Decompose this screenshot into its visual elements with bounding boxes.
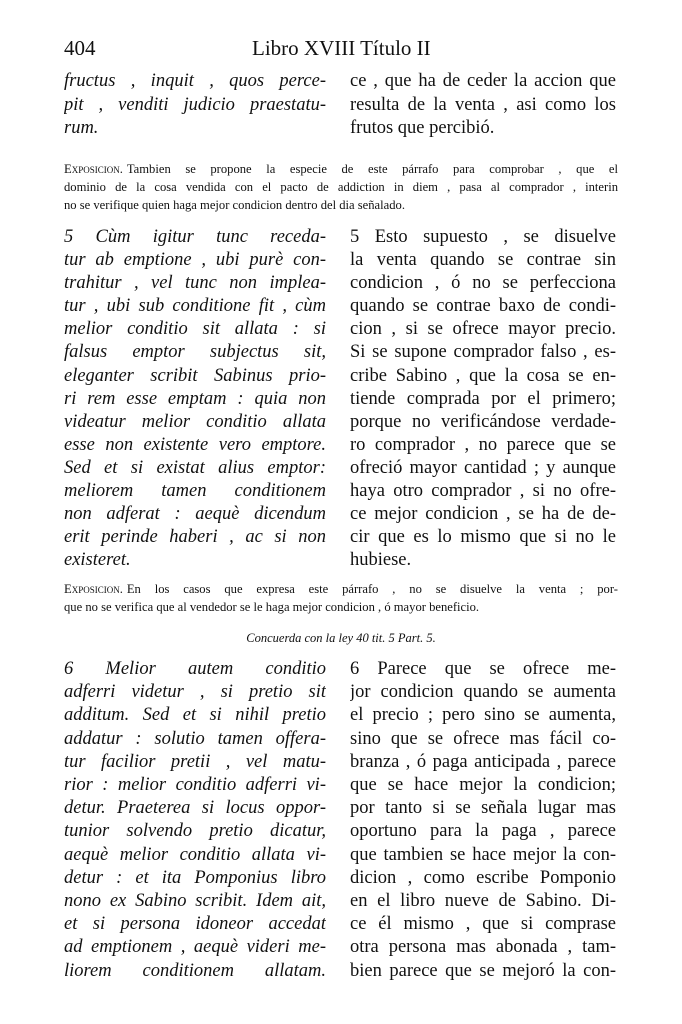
latin-column-block1 — [64, 70, 326, 141]
spanish-line: frutos que percibió. — [350, 118, 495, 138]
running-title: Libro XVIII Título II — [252, 36, 431, 60]
latin-line: melior conditio sit allata : si — [64, 319, 326, 340]
latin-line: 5 Cùm igitur tunc receda- — [64, 227, 326, 247]
latin-line: non adferat : aequè dicendum — [64, 504, 326, 525]
spanish-line: en el libro nueve de Sabino. Di- — [350, 891, 616, 912]
latin-line: liorem conditionem allatam. — [64, 960, 326, 981]
latin-line: aequè melior conditio allata vi- — [64, 844, 326, 865]
spanish-line: ro comprador , no parece que se — [350, 434, 616, 455]
spanish-line: condicion , ó no se perfecciona — [350, 273, 616, 294]
exposicion-line: no se verifique quien haga mejor condicion dentro del dia señalado. — [64, 198, 405, 212]
exposicion-note-2 — [64, 580, 618, 616]
spanish-line: cion , si se ofrece mayor precio. — [350, 319, 616, 340]
spanish-line: 5 Esto supuesto , se disuelve — [350, 227, 616, 247]
spanish-line: hubiese. — [350, 550, 412, 571]
latin-line: 6 Melior autem conditio — [64, 659, 326, 679]
latin-line: fructus , inquit , quos perce- — [64, 71, 326, 91]
latin-line: rior : melior conditio adferri vi- — [64, 775, 326, 796]
latin-line: meliorem tamen conditionem — [64, 481, 326, 502]
exposicion-line: que no se verifica que al vendedor se le haga mejor condicion , ó mayor beneficio. — [64, 600, 480, 614]
exposicion-note-1 — [64, 160, 618, 214]
latin-line: et si persona idoneor accedat — [64, 914, 326, 935]
latin-line: nono ex Sabino scribit. Idem ait, — [64, 891, 326, 912]
spanish-line: ofreció mayor cantidad ; y aunque — [350, 457, 616, 478]
spanish-line: sino que se ofrece mas fácil co- — [350, 728, 616, 749]
exposicion-label: Exposicion. — [64, 162, 123, 176]
spanish-line: otra persona mas abonada , tam- — [350, 937, 616, 958]
exposicion-line: Exposicion. Tambien se propone la especie de este párrafo para comprobar , que el — [64, 162, 618, 176]
latin-column-section5 — [64, 226, 326, 572]
spanish-line: jor condicion quando se aumenta — [350, 682, 616, 703]
spanish-line: porque no verificándose verdade- — [350, 411, 616, 432]
latin-line: detur. Praeterea si locus oppor- — [64, 798, 326, 819]
latin-line: additum. Sed et si nihil pretio — [64, 705, 326, 726]
latin-line: Sed et si existat alius emptor: — [64, 457, 326, 478]
latin-line: eleganter scribit Sabinus prio- — [64, 365, 326, 386]
page-number: 404 — [64, 36, 96, 60]
latin-line: erit perinde haberi , ac si non — [64, 527, 326, 548]
spanish-line: Si se supone comprador falso , es- — [350, 342, 616, 363]
spanish-line: ce mejor condicion , se ha de de- — [350, 504, 616, 525]
spanish-line: tiende comprada por el primero; — [350, 388, 616, 409]
latin-line: tur , ubi sub conditione fit , cùm — [64, 296, 326, 317]
spanish-line: bien parece que se mejoró la con- — [350, 960, 616, 981]
spanish-line: branza , ó paga anticipada , parece — [350, 751, 616, 772]
page-header — [64, 36, 624, 66]
spanish-line: oportuno para la paga , parece — [350, 821, 616, 842]
exposicion-line: Exposicion. En los casos que expresa este párrafo , no se disuelve la venta ; por- — [64, 582, 618, 596]
spanish-line: haya otro comprador , si no ofre- — [350, 481, 616, 502]
spanish-line: resulta de la venta , asi como los — [350, 94, 616, 115]
latin-line: detur : et ita Pomponius libro — [64, 867, 326, 888]
latin-column-section6 — [64, 658, 326, 983]
latin-line: esse non existente vero emptore. — [64, 434, 326, 455]
spanish-line: ce él mismo , que si comprase — [350, 914, 616, 935]
latin-line: adferri videtur , si pretio sit — [64, 682, 326, 703]
spanish-line: por tanto si se señala lugar mas — [350, 798, 616, 819]
latin-line: rum. — [64, 118, 99, 138]
latin-line: ad emptionem , aequè videri me- — [64, 937, 326, 958]
spanish-line: dicion , como escribe Pomponio — [350, 867, 616, 888]
spanish-line: que se hace mejor la condicion; — [350, 775, 616, 796]
spanish-column-section5 — [350, 226, 616, 572]
spanish-line: cribe Sabino , que la cosa se en- — [350, 365, 616, 386]
spanish-line: ce , que ha de ceder la accion que — [350, 71, 616, 91]
latin-line: tur facilior pretii , vel matu- — [64, 751, 326, 772]
exposicion-line: dominio de la cosa vendida con el pacto de addiction in diem , pasa al comprador , interin — [64, 180, 618, 194]
spanish-column-section6 — [350, 658, 616, 983]
latin-line: trahitur , vel tunc non implea- — [64, 273, 326, 294]
spanish-line: 6 Parece que se ofrece me- — [350, 659, 616, 679]
latin-line: videatur melior conditio allata — [64, 411, 326, 432]
spanish-line: la venta quando se contrae sin — [350, 250, 616, 271]
latin-line: tunior solvendo pretio dicatur, — [64, 821, 326, 842]
spanish-line: quando se contrae baxo de condi- — [350, 296, 616, 317]
exposicion-label: Exposicion. — [64, 582, 123, 596]
latin-line: existeret. — [64, 550, 131, 571]
latin-line: addatur : solutio tamen offera- — [64, 728, 326, 749]
spanish-line: cir que es lo mismo que si no le — [350, 527, 616, 548]
spanish-line: que tambien se hace mejor la con- — [350, 844, 616, 865]
latin-line: tur ab emptione , ubi purè con- — [64, 250, 326, 271]
concordance-note: Concuerda con la ley 40 tit. 5 Part. 5. — [246, 631, 436, 645]
latin-line: falsus emptor subjectus sit, — [64, 342, 326, 363]
latin-line: ri rem esse emptam : quia non — [64, 388, 326, 409]
spanish-line: el precio ; pero sino se aumenta, — [350, 705, 616, 726]
latin-line: pit , venditi judicio praestatu- — [64, 94, 326, 115]
spanish-column-block1 — [350, 70, 616, 141]
